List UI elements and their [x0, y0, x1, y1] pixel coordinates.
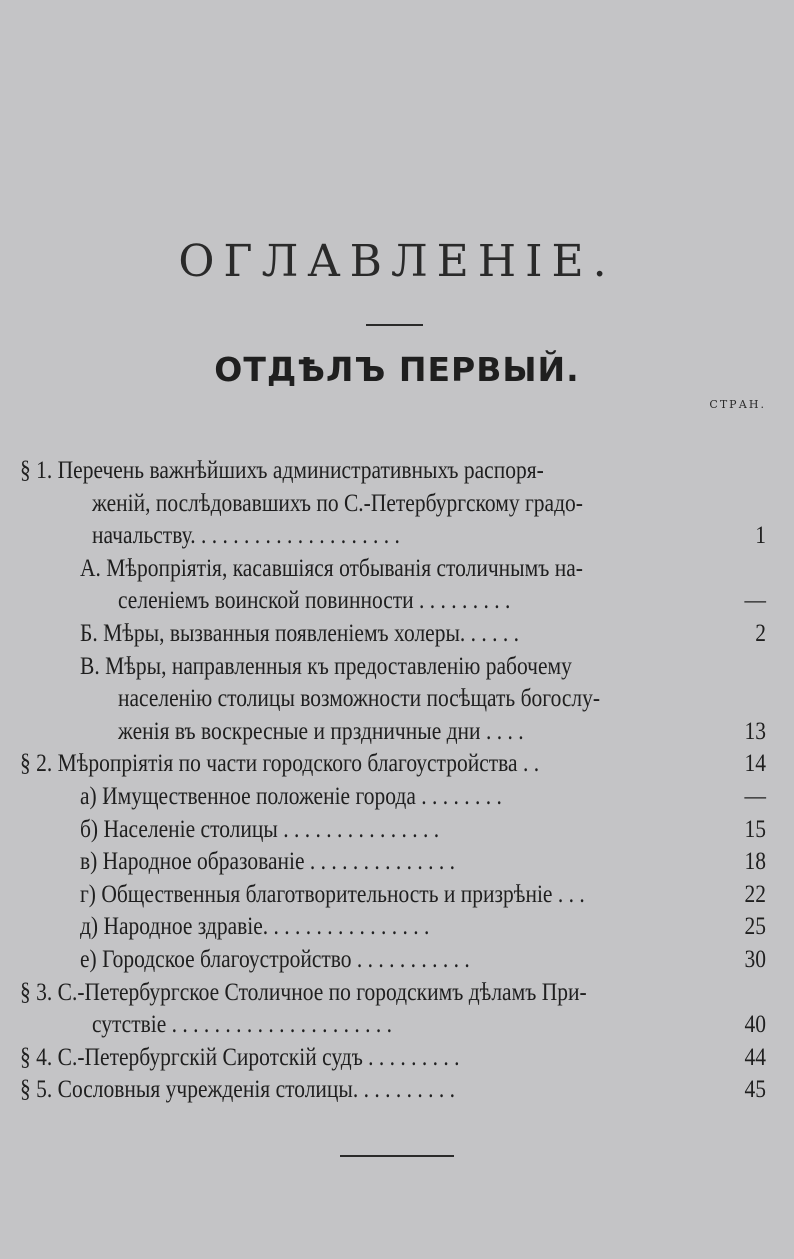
toc-line — [0, 1009, 766, 1042]
toc-page-number: 13 — [744, 717, 766, 745]
toc-line — [0, 585, 766, 618]
toc-entry-text: селеніемъ воинской повинности . . . . . . . . . — [117, 587, 511, 615]
toc-line — [0, 977, 683, 1010]
toc-entry-text: е) Городское благоустройство . . . . . . . . . . . — [79, 945, 470, 973]
toc-line — [0, 1074, 766, 1107]
toc-page-number: 15 — [744, 815, 766, 843]
toc-page-number: 25 — [744, 913, 766, 941]
toc-page-number: 2 — [755, 619, 766, 647]
toc-page-number: — — [744, 782, 766, 810]
toc-entry-text: § 1. Перечень важнѣйшихъ административныхъ распоря- — [19, 457, 544, 484]
toc-line — [0, 683, 683, 716]
toc-line — [0, 944, 766, 977]
toc-line — [0, 455, 683, 488]
toc-page-number: 44 — [744, 1043, 766, 1071]
toc-entry-text: § 5. Сословныя учрежденія столицы. . . . . . . . . . — [19, 1076, 456, 1104]
toc-line — [0, 618, 766, 651]
toc-entry-text: д) Народное здравіе. . . . . . . . . . . . . . . . — [79, 913, 430, 941]
toc-entry-text: женій, послѣдовавшихъ по С.-Петербургскому градо- — [91, 489, 583, 517]
toc-entry-text: в) Народное образованіе . . . . . . . . . . . . . . — [79, 848, 456, 876]
section-heading: ОТДѢЛЪ ПЕРВЫЙ. — [214, 350, 580, 389]
toc-line — [0, 716, 766, 749]
toc-entry-text: § 2. Мѣропріятія по части городского благоустройства . . — [19, 750, 540, 778]
toc-entry-text: В. Мѣры, направленныя къ предоставленію рабочему — [79, 652, 572, 680]
toc-page-number: 30 — [744, 945, 766, 973]
toc-line — [0, 879, 766, 912]
table-of-contents — [0, 455, 794, 1107]
toc-line — [0, 520, 766, 553]
toc-entry-text: Б. Мѣры, вызванныя появленіемъ холеры. . . . . . — [79, 619, 520, 647]
toc-entry-text: § 4. С.-Петербургскій Сиротскій судъ . . . . . . . . . — [19, 1043, 460, 1071]
toc-page-number: 1 — [755, 522, 766, 550]
toc-entry-text: женія въ воскресные и прздничные дни . . . . — [117, 717, 524, 745]
bottom-divider — [340, 1155, 454, 1157]
toc-line — [0, 846, 766, 879]
toc-entry-text: г) Общественныя благотворительность и призрѣніе . . . — [79, 880, 585, 908]
toc-entry-text: б) Населеніе столицы . . . . . . . . . . . . . . . — [79, 815, 440, 843]
toc-line — [0, 488, 683, 521]
toc-line — [0, 814, 766, 847]
toc-page-number: 22 — [744, 880, 766, 908]
toc-line — [0, 1042, 766, 1075]
toc-page-number: — — [744, 587, 766, 615]
toc-line — [0, 781, 766, 814]
page-title: ОГЛАВЛЕНІЕ. — [178, 236, 616, 287]
toc-line — [0, 651, 683, 684]
toc-line — [0, 911, 766, 944]
toc-line — [0, 553, 683, 586]
toc-entry-text: а) Имущественное положеніе города . . . . . . . . — [79, 782, 502, 810]
toc-entry-text: начальству. . . . . . . . . . . . . . . . . . . . — [91, 522, 400, 550]
page-column-header: СТРАН. — [709, 398, 766, 411]
toc-page-number: 14 — [744, 750, 766, 778]
toc-entry-text: § 3. С.-Петербургское Столичное по городскимъ дѣламъ При- — [19, 978, 587, 1006]
toc-entry-text: населенію столицы возможности посѣщать богослу- — [117, 685, 601, 713]
toc-page-number: 40 — [744, 1011, 766, 1039]
toc-line — [0, 748, 766, 781]
toc-page-number: 45 — [744, 1076, 766, 1104]
toc-page-number: 18 — [744, 848, 766, 876]
toc-entry-text: А. Мѣропріятія, касавшіяся отбыванія столичнымъ на- — [79, 554, 583, 582]
title-divider — [366, 324, 423, 326]
toc-entry-text: сутствіе . . . . . . . . . . . . . . . . . . . . . — [91, 1011, 393, 1039]
